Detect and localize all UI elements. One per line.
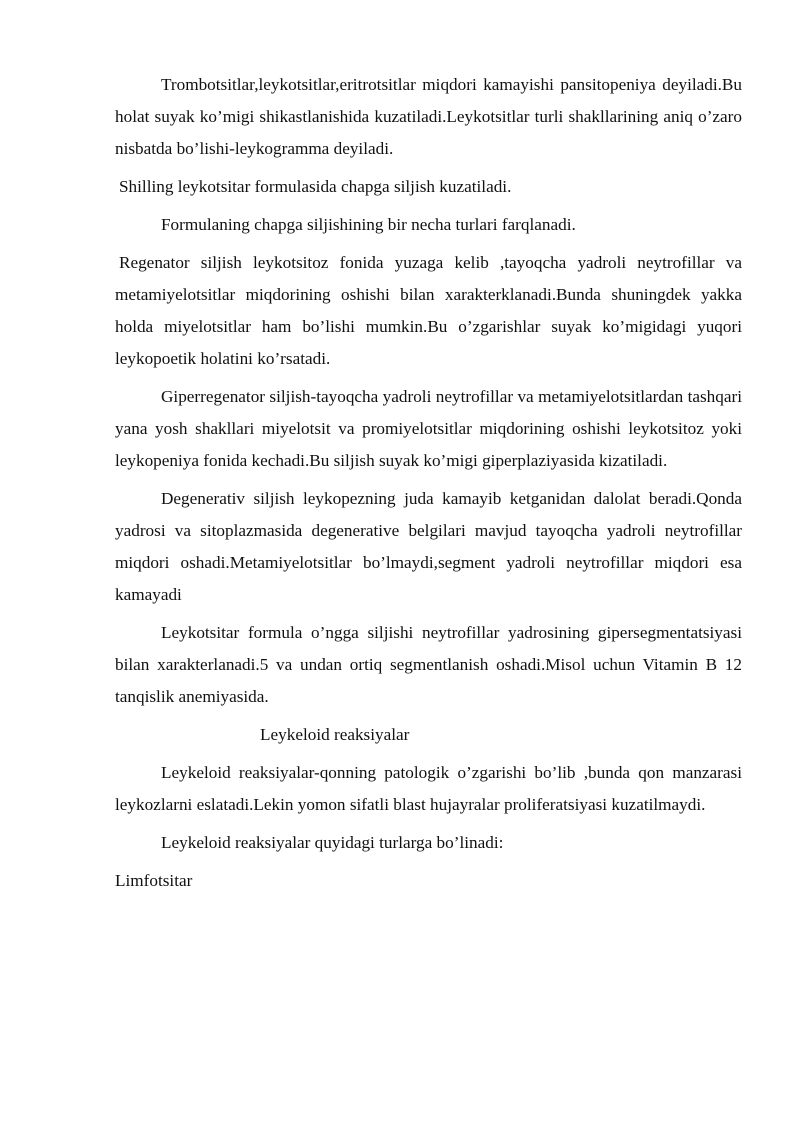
paragraph-leukemoid-definition: Leykeloid reaksiyalar-qonning patologik o’zgarishi bo’lib ,bunda qon manzarasi leykozlarni eslatadi.Lekin yomon sifatli blast hujayralar proliferatsiyasi kuzatilmaydi. (115, 763, 742, 814)
paragraph-shilling-shift: Shilling leykotsitar formulasida chapga siljish kuzatiladi. (119, 177, 512, 196)
paragraph-shift-types: Formulaning chapga siljishining bir necha turlari farqlanadi. (161, 215, 576, 234)
section-heading: Leykeloid reaksiyalar (260, 725, 410, 744)
paragraph-right-shift: Leykotsitar formula o’ngga siljishi neytrofillar yadrosining gipersegmentatsiyasi bilan xarakterlanadi.5 va undan ortiq segmentlanish oshadi.Misol uchun Vitamin B 12 tanqislik anemiyasida. (115, 623, 742, 706)
document-page (115, 69, 742, 897)
paragraph-degenerative-shift: Degenerativ siljish leykopezning juda kamayib ketganidan dalolat beradi.Qonda yadrosi va sitoplazmasida degenerative belgilari mavjud tayoqcha yadroli neytrofillar miqdori oshadi.Metamiyelotsitlar bo’lmaydi,segment yadroli neytrofillar miqdori esa kamayadi (115, 489, 742, 604)
paragraph-pancytopenia: Trombotsitlar,leykotsitlar,eritrotsitlar miqdori kamayishi pansitopeniya deyiladi.Bu holat suyak ko’migi shikastlanishida kuzatiladi.Leykotsitlar turli shakllarining aniq o’zaro nisbatda bo’lishi-leykogramma deyiladi. (115, 75, 742, 158)
paragraph-regenerative-shift: Regenator siljish leykotsitoz fonida yuzaga kelib ,tayoqcha yadroli neytrofillar va metamiyelotsitlar miqdorining oshishi bilan xarakterklanadi.Bunda shuningdek yakka holda miyelotsitlar ham bo’lishi mumkin.Bu o’zgarishlar suyak ko’migidagi yuqori leykopoetik holatini ko’rsatadi. (115, 253, 742, 368)
paragraph-hyperregenerative-shift: Giperregenator siljish-tayoqcha yadroli neytrofillar va metamiyelotsitlardan tashqari yana yosh shakllari miyelotsit va promiyelotsitlar miqdorining oshishi leykotsitoz yoki leykopeniya fonida kechadi.Bu siljish suyak ko’migi giperplaziyasida kizatiladi. (115, 387, 742, 470)
list-item-lymphocytic: Limfotsitar (115, 871, 193, 890)
paragraph-leukemoid-types: Leykeloid reaksiyalar quyidagi turlarga bo’linadi: (161, 833, 504, 852)
